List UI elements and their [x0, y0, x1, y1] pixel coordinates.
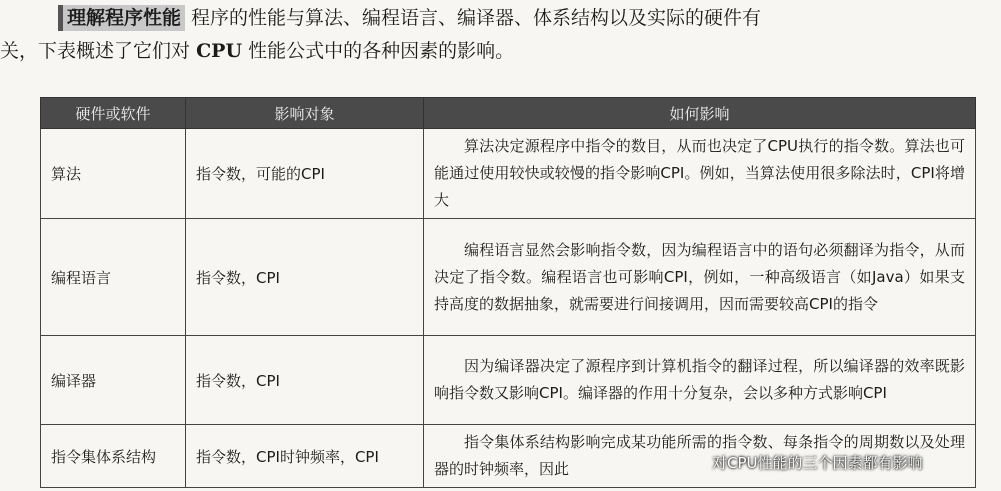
- cell-component: 编程语言: [41, 219, 186, 336]
- cell-how: 算法决定源程序中指令的数目，从而也决定了CPU执行的指令数。算法也可能通过使用较快或较慢的指令影响CPI。例如，当算法使用很多除法时，CPI将增大: [424, 129, 976, 219]
- intro-paragraph: [0, 2, 1001, 68]
- intro-line-2-post: 性能公式中的各种因素的影响。: [248, 40, 515, 62]
- intro-line-1: [0, 2, 1001, 35]
- cell-component: 编译器: [41, 336, 186, 425]
- cell-component: 算法: [41, 129, 186, 219]
- caption-overlay: 对CPU性能的三个因素都有影响: [712, 454, 923, 472]
- header-affects: 影响对象: [186, 98, 424, 129]
- cell-affects: 指令数，CPI: [186, 336, 424, 425]
- header-component: 硬件或软件: [41, 98, 186, 129]
- table-row: [41, 336, 976, 425]
- table-header-row: [41, 98, 976, 129]
- cell-affects: 指令数，CPI时钟频率，CPI: [186, 425, 424, 488]
- cell-affects: 指令数，CPI: [186, 219, 424, 336]
- intro-cpu-term: CPU: [196, 40, 243, 62]
- table-row: [41, 219, 976, 336]
- intro-line-2: [0, 35, 1001, 68]
- cell-how: 编程语言显然会影响指令数，因为编程语言中的语句必须翻译为指令，从而决定了指令数。编程语言也可影响CPI，例如，一种高级语言（如Java）如果支持高度的数据抽象，就需要进行间接调用，因而需要较高CPI的指令: [424, 219, 976, 336]
- cell-how: 因为编译器决定了源程序到计算机指令的翻译过程，所以编译器的效率既影响指令数又影响CPI。编译器的作用十分复杂，会以多种方式影响CPI: [424, 336, 976, 425]
- section-tag: 理解程序性能: [58, 5, 185, 31]
- header-how: 如何影响: [424, 98, 976, 129]
- performance-factors-table: [40, 97, 976, 488]
- cell-component: 指令集体系结构: [41, 425, 186, 488]
- intro-line-1-text: 程序的性能与算法、编程语言、编译器、体系结构以及实际的硬件有: [191, 7, 762, 29]
- cell-affects: 指令数，可能的CPI: [186, 129, 424, 219]
- cell-how: 指令集体系结构影响完成某功能所需的指令数、每条指令的周期数以及处理器的时钟频率，因此: [424, 425, 976, 488]
- intro-line-2-pre: 关，下表概述了它们对: [0, 40, 191, 62]
- table-row: [41, 129, 976, 219]
